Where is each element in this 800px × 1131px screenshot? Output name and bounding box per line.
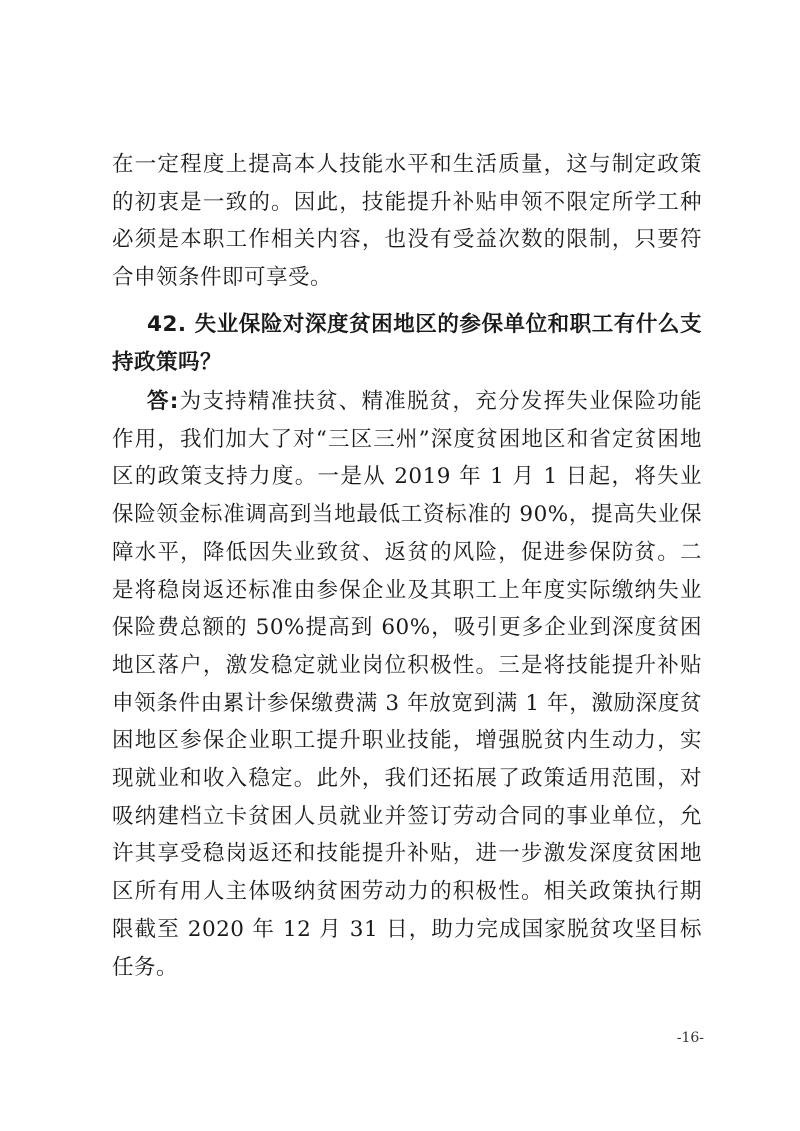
answer-paragraph bbox=[112, 383, 702, 986]
continuation-paragraph: 在一定程度上提高本人技能水平和生活质量，这与制定政策的初衷是一致的。因此，技能提升补贴申领不限定所学工种必须是本职工作相关内容，也没有受益次数的限制，只要符合申领条件即可享受。 bbox=[112, 152, 702, 291]
answer-text: 为支持精准扶贫、精准脱贫，充分发挥失业保险功能作用，我们加大了对“三区三州”深度贫困地区和省定贫困地区的政策支持力度。一是从 2019 年 1 月 1 日起，将失业保险领金标准调高到当地最低工资标准的 90%，提高失业保障水平，降低因失业致贫、返贫的风险，促进参保防贫。二是将稳岗返还标准由参保企业及其职工上年度实际缴纳失业保险费总额的 50%提高到 60%，吸引更多企业到深度贫困地区落户，激发稳定就业岗位积极性。三是将技能提升补贴申领条件由累计参保缴费满 3 年放宽到满 1 年，激励深度贫困地区参保企业职工提升职业技能，增强脱贫内生动力，实现就业和收入稳定。此外，我们还拓展了政策适用范围，对吸纳建档立卡贫困人员就业并签订劳动合同的事业单位，允许其享受稳岗返还和技能提升补贴，进一步激发深度贫困地区所有用人主体吸纳贫困劳动力的积极性。相关政策执行期限截至 2020 年 12 月 31 日，助力完成国家脱贫攻坚目标任务。 bbox=[112, 389, 702, 980]
question-heading: 42. 失业保险对深度贫困地区的参保单位和职工有什么支持政策吗？ bbox=[112, 312, 702, 375]
answer-label: 答: bbox=[147, 389, 179, 414]
page-number: -16- bbox=[676, 1030, 704, 1046]
